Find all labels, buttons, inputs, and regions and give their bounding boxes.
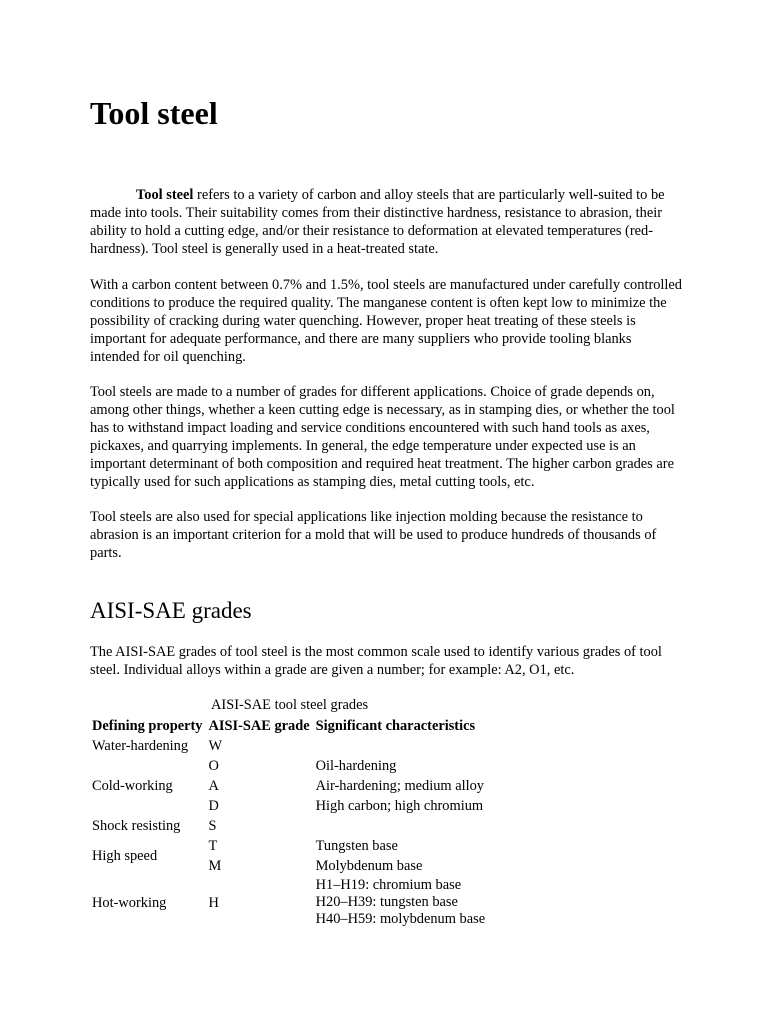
grades-table [90, 696, 489, 929]
section-heading: AISI-SAE grades [90, 598, 252, 623]
table-row [90, 876, 489, 929]
cell-characteristics: High carbon; high chromium [315, 798, 484, 814]
cell-property: Water-hardening [92, 738, 189, 754]
cell-characteristics [314, 876, 489, 929]
table-row [90, 796, 489, 816]
table-row [90, 736, 489, 756]
header-characteristics: Significant characteristics [315, 718, 476, 734]
cell-property: Shock resisting [92, 818, 181, 834]
cell-grade: H [208, 894, 219, 911]
cell-grade: A [208, 778, 219, 794]
paragraph-composition: With a carbon content between 0.7% and 1.5%, tool steels are manufactured under carefully controlled conditions to produce the required quality. The manganese content is often kept low to minimize the possibility of cracking during water quenching. However, proper heat treating of these steels is important for adequate performance, and there are many suppliers who provide tooling blanks intended for oil quenching. [90, 277, 683, 365]
cell-characteristics: Air-hardening; medium alloy [315, 778, 484, 794]
cell-grade: T [208, 838, 218, 854]
intro-lead-term: Tool steel [136, 187, 194, 203]
page-title: Tool steel [90, 95, 218, 131]
cell-grade: S [208, 818, 217, 834]
characteristic-line: H40–H59: molybdenum base [315, 911, 486, 927]
intro-paragraph [90, 186, 682, 258]
paragraph-special-applications: Tool steels are also used for special applications like injection molding because the resistance to abrasion is an important criterion for a mold that will be used to produce hundreds of thousands of parts. [90, 509, 657, 561]
cell-grade: D [208, 798, 219, 814]
cell-grade: M [208, 858, 222, 874]
table-row [90, 776, 489, 796]
intro-text: refers to a variety of carbon and alloy steels that are particularly well-suited to be made into tools. Their suitability comes from their distinctive hardness, resistance to abrasion, their ability to hold a cutting edge, and/or their resistance to deformation at elevated temperatures (red-hardness). Tool steel is generally used in a heat-treated state. [90, 187, 665, 257]
paragraph-grades: Tool steels are made to a number of grades for different applications. Choice of grade depends on, among other things, whether a keen cutting edge is necessary, as in stamping dies, or whether the tool has to withstand impact loading and service conditions encountered with such hand tools as axes, pickaxes, and quarrying implements. In general, the edge temperature under expected use is an important determinant of both composition and required heat treatment. The higher carbon grades are typically used for such applications as stamping dies, metal cutting tools, etc. [90, 384, 675, 490]
table-row [90, 756, 489, 776]
cell-grade: O [208, 758, 219, 774]
characteristic-line: H20–H39: tungsten base [315, 894, 458, 910]
header-defining-property: Defining property [92, 718, 203, 734]
cell-property [90, 796, 206, 816]
table-row [90, 816, 489, 836]
cell-characteristics: Tungsten base [315, 838, 398, 854]
characteristic-line: H1–H19: chromium base [315, 877, 462, 893]
cell-property [90, 756, 206, 776]
cell-characteristics [314, 736, 489, 756]
cell-characteristics [314, 816, 489, 836]
section-paragraph: The AISI-SAE grades of tool steel is the most common scale used to identify various grades of tool steel. Individual alloys within a grade are given a number; for example: A2, O1, etc. [90, 644, 662, 678]
header-grade: AISI-SAE grade [208, 718, 310, 734]
cell-characteristics: Oil-hardening [315, 758, 397, 774]
cell-property: High speed [92, 848, 158, 864]
cell-property: Cold-working [92, 778, 173, 794]
cell-property: Hot-working [92, 894, 167, 911]
table-header-row [90, 716, 489, 736]
cell-grade: W [208, 738, 223, 754]
table-caption: AISI-SAE tool steel grades [211, 697, 369, 713]
table-row [90, 836, 489, 856]
cell-characteristics: Molybdenum base [315, 858, 423, 874]
